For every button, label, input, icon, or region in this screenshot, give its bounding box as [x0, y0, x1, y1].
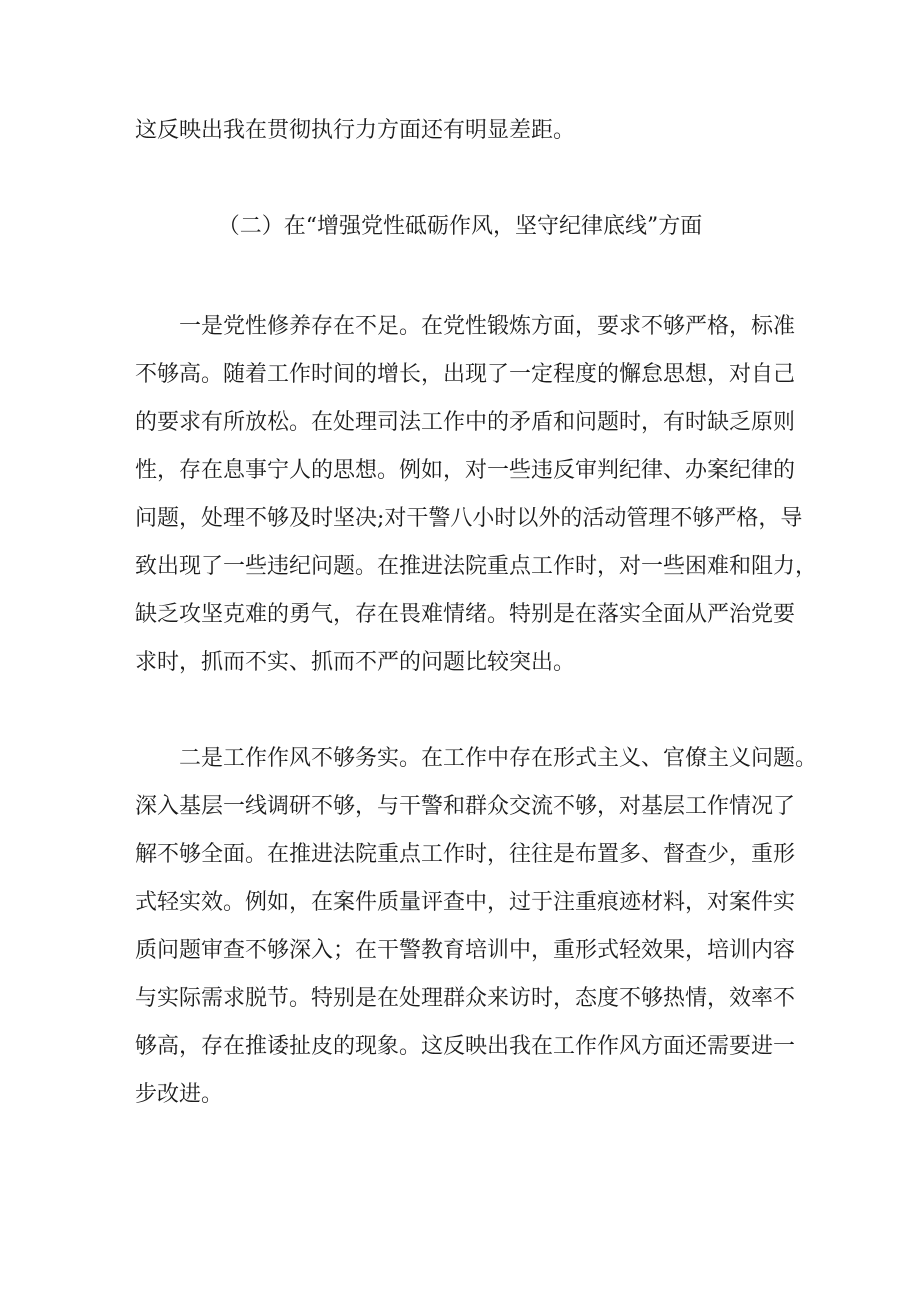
paragraph-line: 致出现了一些违纪问题。在推进法院重点工作时，对一些困难和阻力， [135, 554, 818, 579]
paragraph-line: 问题，处理不够及时坚决;对干警八小时以外的活动管理不够严格，导 [135, 506, 803, 531]
paragraph-line: 求时，抓而不实、抓而不严的问题比较突出。 [135, 650, 576, 675]
paragraph-line: 一是党性修养存在不足。在党性锻炼方面，要求不够严格，标准 [135, 314, 796, 339]
paragraph-line: 的要求有所放松。在处理司法工作中的矛盾和问题时，有时缺乏原则 [135, 410, 796, 435]
paragraph-line: 式轻实效。例如，在案件质量评查中，过于注重痕迹材料，对案件实 [135, 890, 796, 915]
paragraph-line: 质问题审查不够深入；在干警教育培训中，重形式轻效果，培训内容 [135, 938, 796, 963]
paragraph-line: 缺乏攻坚克难的勇气，存在畏难情绪。特别是在落实全面从严治党要 [135, 602, 796, 627]
paragraph-line: 步改进。 [135, 1082, 224, 1107]
intro-line: 这反映出我在贯彻执行力方面还有明显差距。 [135, 118, 576, 143]
paragraph-line: 够高，存在推诿扯皮的现象。这反映出我在工作作风方面还需要进一 [135, 1034, 796, 1059]
section-heading: （二）在“增强党性砥砺作风，坚守纪律底线”方面 [217, 214, 703, 239]
paragraph-line: 性，存在息事宁人的思想。例如，对一些违反审判纪律、办案纪律的 [135, 458, 796, 483]
paragraph-line: 深入基层一线调研不够，与干警和群众交流不够，对基层工作情况了 [135, 794, 796, 819]
paragraph-line: 不够高。随着工作时间的增长，出现了一定程度的懈怠思想，对自己 [135, 362, 796, 387]
paragraph-line: 与实际需求脱节。特别是在处理群众来访时，态度不够热情，效率不 [135, 986, 796, 1011]
paragraph-line: 解不够全面。在推进法院重点工作时，往往是布置多、督查少，重形 [135, 842, 796, 867]
paragraph-line: 二是工作作风不够务实。在工作中存在形式主义、官僚主义问题。 [135, 746, 818, 771]
